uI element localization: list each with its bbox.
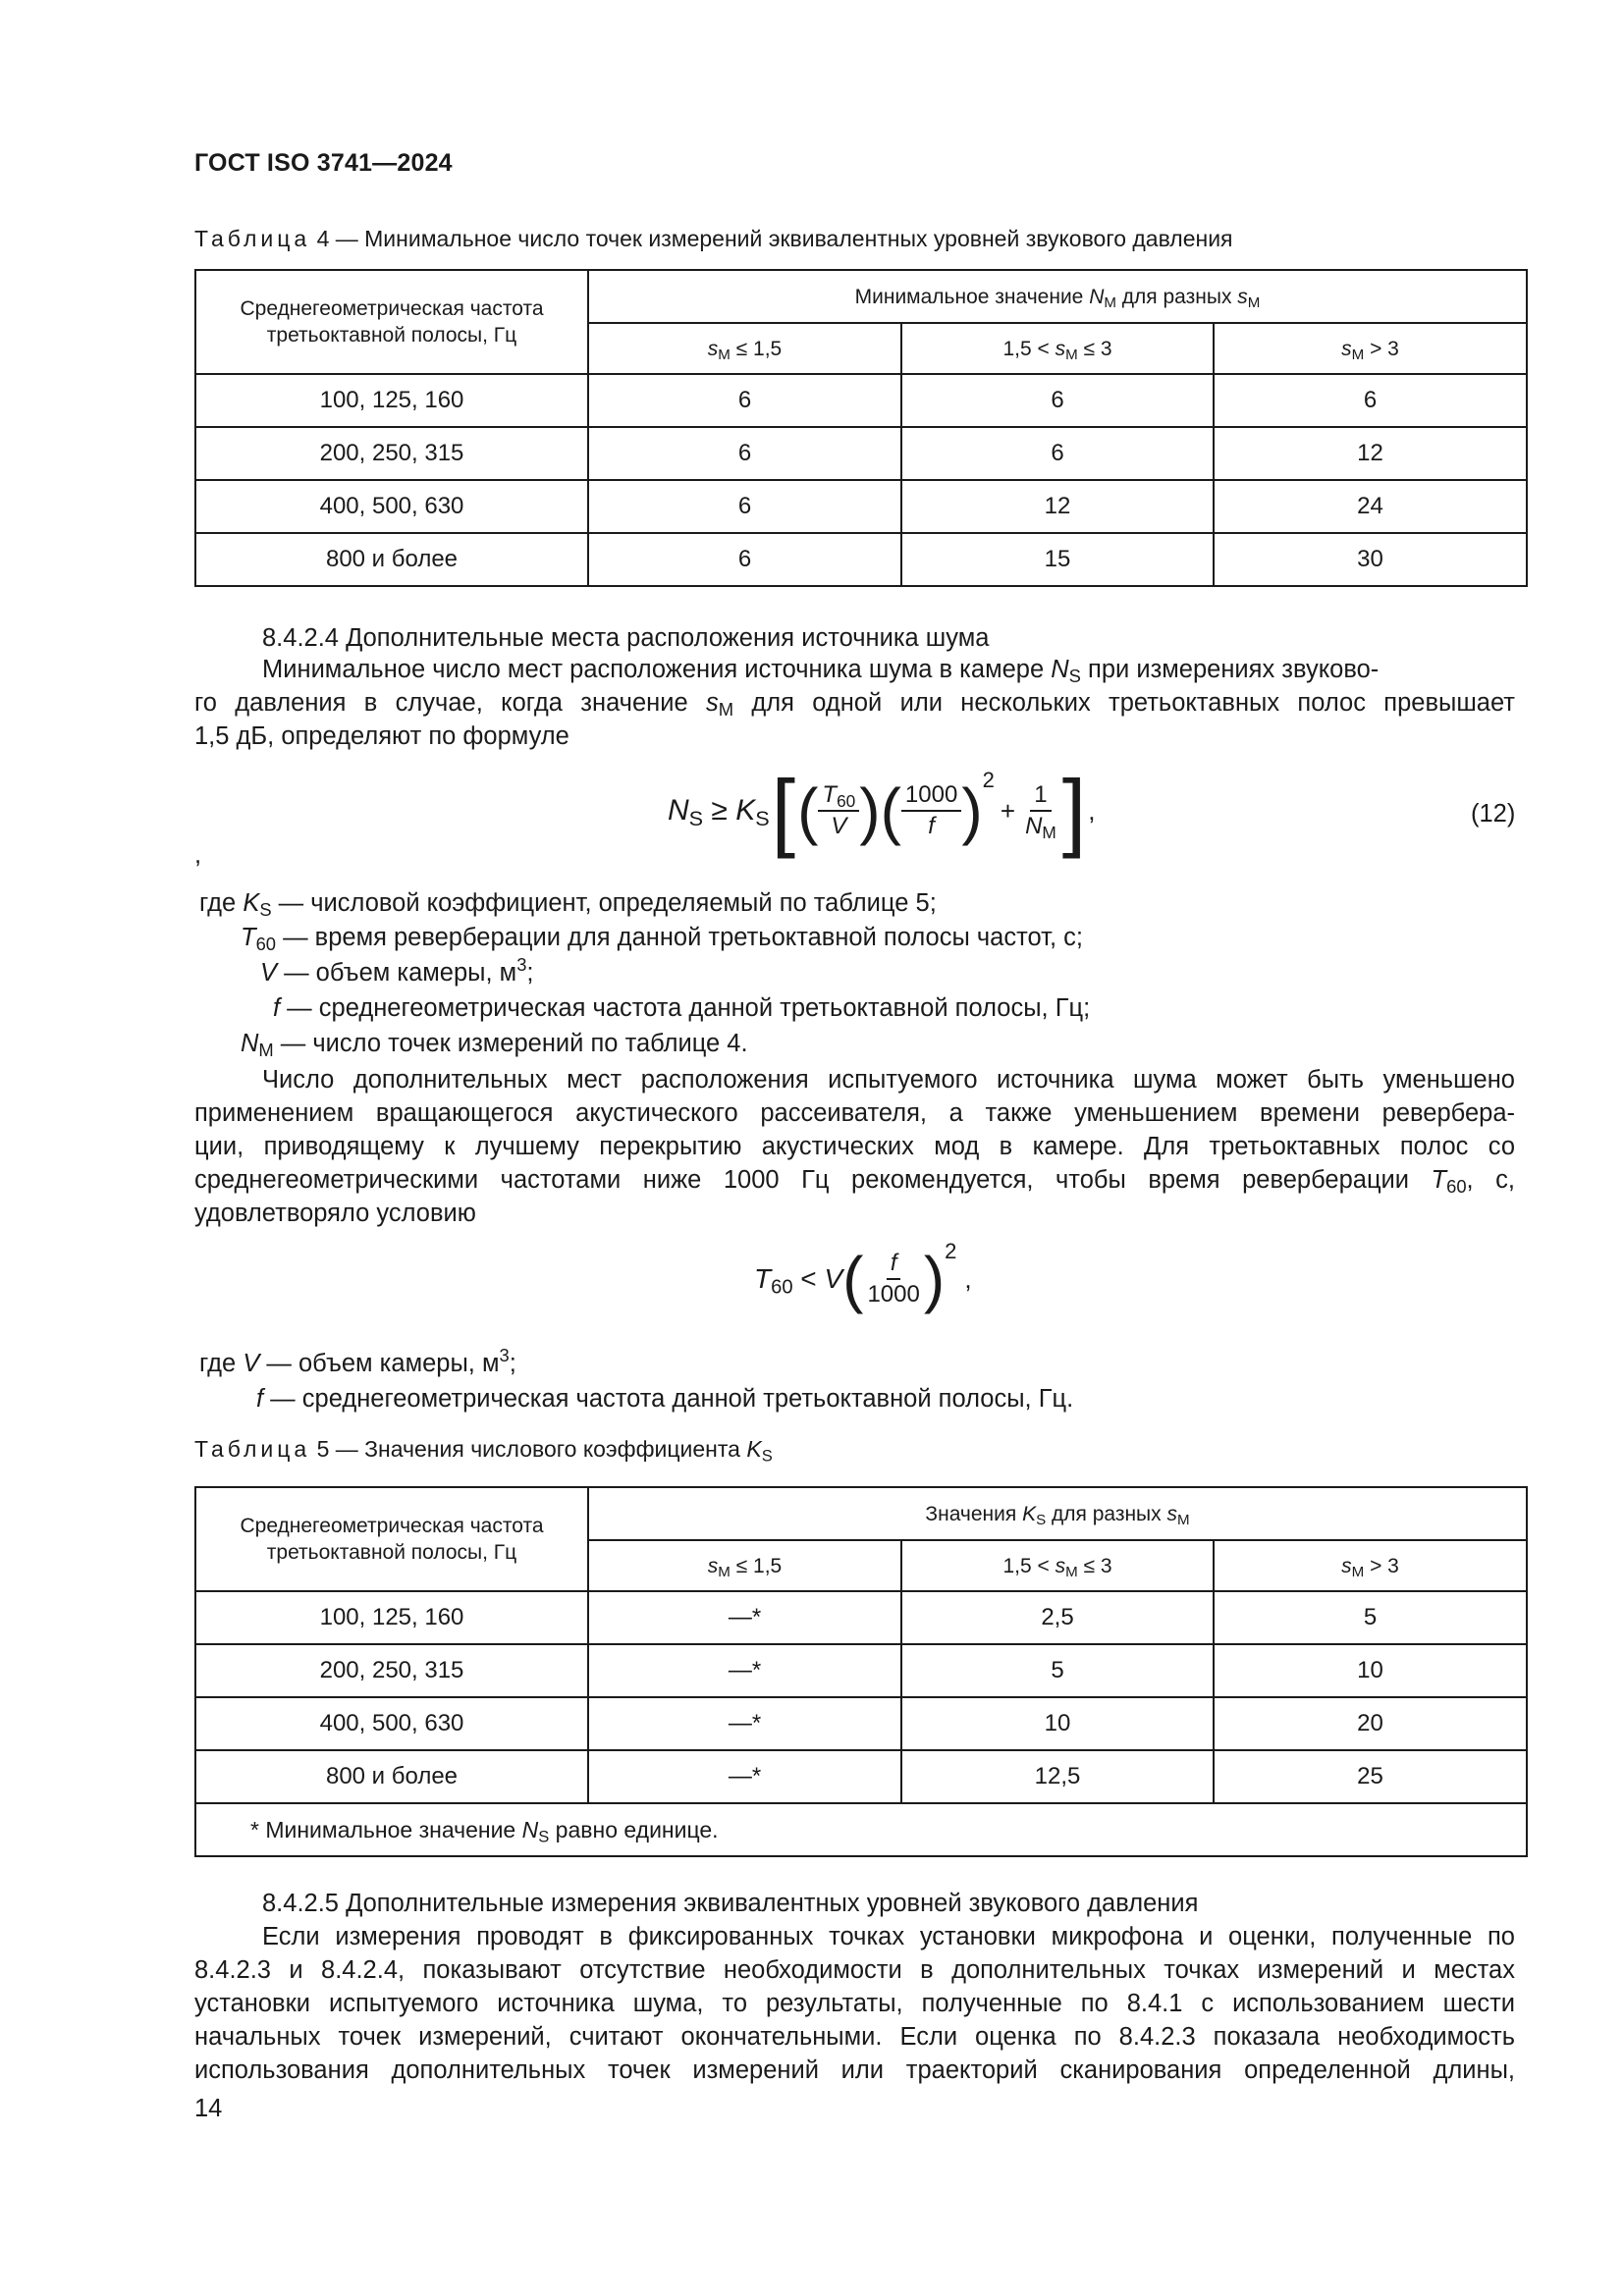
table-cell: 15	[901, 533, 1214, 586]
paragraph-line: го давления в случае, когда значение $s_M$ для одной или нескольких третьоктавных полос превышает	[194, 689, 1515, 721]
section-heading-8425: 8.4.2.5 Дополнительные измерения эквивалентных уровней звукового давления	[262, 1890, 1199, 1917]
where-item-t60: $T_{60}$ — время реверберации для данной третьоктавной полосы частот, с;	[241, 924, 1083, 955]
table-cell: 100, 125, 160	[195, 1591, 588, 1644]
table4-subheader-b: $1,5 < s_M \le 3$	[901, 323, 1214, 374]
table-cell: 10	[1214, 1644, 1527, 1697]
formula-condition: $T_{60} < V$ ( $\frac{f}{1000}$ ) 2 ,	[754, 1239, 972, 1314]
paragraph-line: начальных точек измерений, считают окончательными. Если оценка по 8.4.2.3 показала необходимость	[194, 2023, 1515, 2051]
table-row	[195, 1591, 1527, 1644]
table-cell: 25	[1214, 1750, 1527, 1803]
paragraph-line: среднегеометрическими частотами ниже 1000 Гц рекомендуется, чтобы время реверберации $T_{60}$, с,	[194, 1166, 1515, 1198]
table-row	[195, 533, 1527, 586]
table-cell: 6	[588, 427, 901, 480]
table-cell: 10	[901, 1697, 1214, 1750]
paragraph-line: ции, приводящему к лучшему перекрытию акустических мод в камере. Для третьоктавных полос со	[194, 1133, 1515, 1160]
table5-col0-header: Среднегеометрическая частота третьоктавной полосы, Гц	[195, 1487, 588, 1591]
table-cell: 6	[1214, 374, 1527, 427]
table4-subheader-a: $s_M \le 1,5$	[588, 323, 901, 374]
table-cell: 6	[588, 533, 901, 586]
paragraph-line: применением вращающегося акустического рассеивателя, а также уменьшением времени ревербера-	[194, 1099, 1515, 1127]
table4-caption-text: 4 — Минимальное число точек измерений эквивалентных уровней звукового давления	[316, 226, 1233, 251]
paragraph-line: 8.4.2.3 и 8.4.2.4, показывают отсутствие необходимости в дополнительных точках измерений и местах	[194, 1956, 1515, 1984]
where-item-v2: где V — объем камеры, $м^3$;	[199, 1344, 516, 1377]
table-cell: 2,5	[901, 1591, 1214, 1644]
table5-subheader-c: $s_M > 3$	[1214, 1540, 1527, 1591]
equation-number: (12)	[1471, 800, 1516, 828]
table5-caption-text: 5 — Значения числового коэффициента $K_S$	[316, 1436, 773, 1466]
table-cell: —*	[588, 1697, 901, 1750]
paragraph-line: установки испытуемого источника шума, то результаты, полученные по 8.4.1 с использованием шести	[194, 1990, 1515, 2017]
table-cell: 20	[1214, 1697, 1527, 1750]
table-row	[195, 1750, 1527, 1803]
table-row	[195, 374, 1527, 427]
formula-12: $N_S \ge K_S$ [ ( $\frac{T_{60}}{V}$ ) ( $\frac{1000}{f}$ ) 2 + $\frac{1}{N_M}$ ] ,	[668, 762, 1096, 859]
table-cell: —*	[588, 1591, 901, 1644]
where-item-ks: где $K_S$ — числовой коэффициент, определяемый по таблице 5;	[199, 889, 937, 921]
where-item-f: f — среднегеометрическая частота данной третьоктавной полосы, Гц;	[273, 994, 1091, 1022]
table4-group-header: Минимальное значение $N_M$ для разных $s_M$	[588, 270, 1527, 323]
table4-subheader-c: $s_M > 3$	[1214, 323, 1527, 374]
table-cell: 800 и более	[195, 533, 588, 586]
table5-subheader-b: $1,5 < s_M \le 3$	[901, 1540, 1214, 1591]
table5	[194, 1486, 1528, 1857]
table-cell: 400, 500, 630	[195, 480, 588, 533]
table-cell: 12,5	[901, 1750, 1214, 1803]
paragraph-line: использования дополнительных точек измерений или траекторий сканирования определенной длины,	[194, 2056, 1515, 2084]
table4	[194, 269, 1528, 587]
table4-caption-prefix: Таблица	[194, 226, 311, 251]
table-cell: —*	[588, 1644, 901, 1697]
paragraph-line: удовлетворяло условию	[194, 1200, 476, 1227]
table-row	[195, 480, 1527, 533]
table-row	[195, 427, 1527, 480]
stray-comma: ,	[194, 841, 202, 869]
table-cell: 5	[901, 1644, 1214, 1697]
table-cell: 24	[1214, 480, 1527, 533]
paragraph-line: 1,5 дБ, определяют по формуле	[194, 722, 569, 750]
table-cell: 12	[1214, 427, 1527, 480]
table-cell: 400, 500, 630	[195, 1697, 588, 1750]
table-cell: 6	[588, 480, 901, 533]
paragraph-line: Минимальное число мест расположения источника шума в камере $N_S$ при измерениях звуково-	[262, 656, 1380, 687]
table-cell: 100, 125, 160	[195, 374, 588, 427]
table-row	[195, 1697, 1527, 1750]
table5-subheader-a: $s_M \le 1,5$	[588, 1540, 901, 1591]
table-cell: 800 и более	[195, 1750, 588, 1803]
table-cell: 6	[588, 374, 901, 427]
section-heading-8424: 8.4.2.4 Дополнительные места расположения источника шума	[262, 624, 990, 652]
table5-caption-prefix: Таблица	[194, 1436, 311, 1462]
table5-footnote: * Минимальное значение $N_S$ равно единице.	[195, 1803, 1527, 1856]
table-cell: 12	[901, 480, 1214, 533]
table-cell: —*	[588, 1750, 901, 1803]
table-cell: 200, 250, 315	[195, 1644, 588, 1697]
table-cell: 200, 250, 315	[195, 427, 588, 480]
paragraph-line: Если измерения проводят в фиксированных точках установки микрофона и оценки, полученные по	[262, 1923, 1515, 1950]
table-cell: 6	[901, 374, 1214, 427]
document-header: ГОСТ ISO 3741—2024	[194, 149, 453, 177]
table-cell: 5	[1214, 1591, 1527, 1644]
where-item-v: V — объем камеры, $м^3$;	[260, 953, 534, 987]
where-item-nm: $N_M$ — число точек измерений по таблице 4.	[241, 1030, 748, 1061]
table-cell: 6	[901, 427, 1214, 480]
table4-caption	[194, 226, 1233, 252]
table5-group-header: Значения $K_S$ для разных $s_M$	[588, 1487, 1527, 1540]
table-row	[195, 1644, 1527, 1697]
where-item-f2: f — среднегеометрическая частота данной третьоктавной полосы, Гц.	[256, 1385, 1074, 1413]
table5-caption	[194, 1436, 773, 1466]
table4-col0-header: Среднегеометрическая частота третьоктавной полосы, Гц	[195, 270, 588, 374]
page-number: 14	[194, 2095, 223, 2122]
paragraph-line: Число дополнительных мест расположения испытуемого источника шума может быть уменьшено	[262, 1066, 1515, 1094]
table-cell: 30	[1214, 533, 1527, 586]
